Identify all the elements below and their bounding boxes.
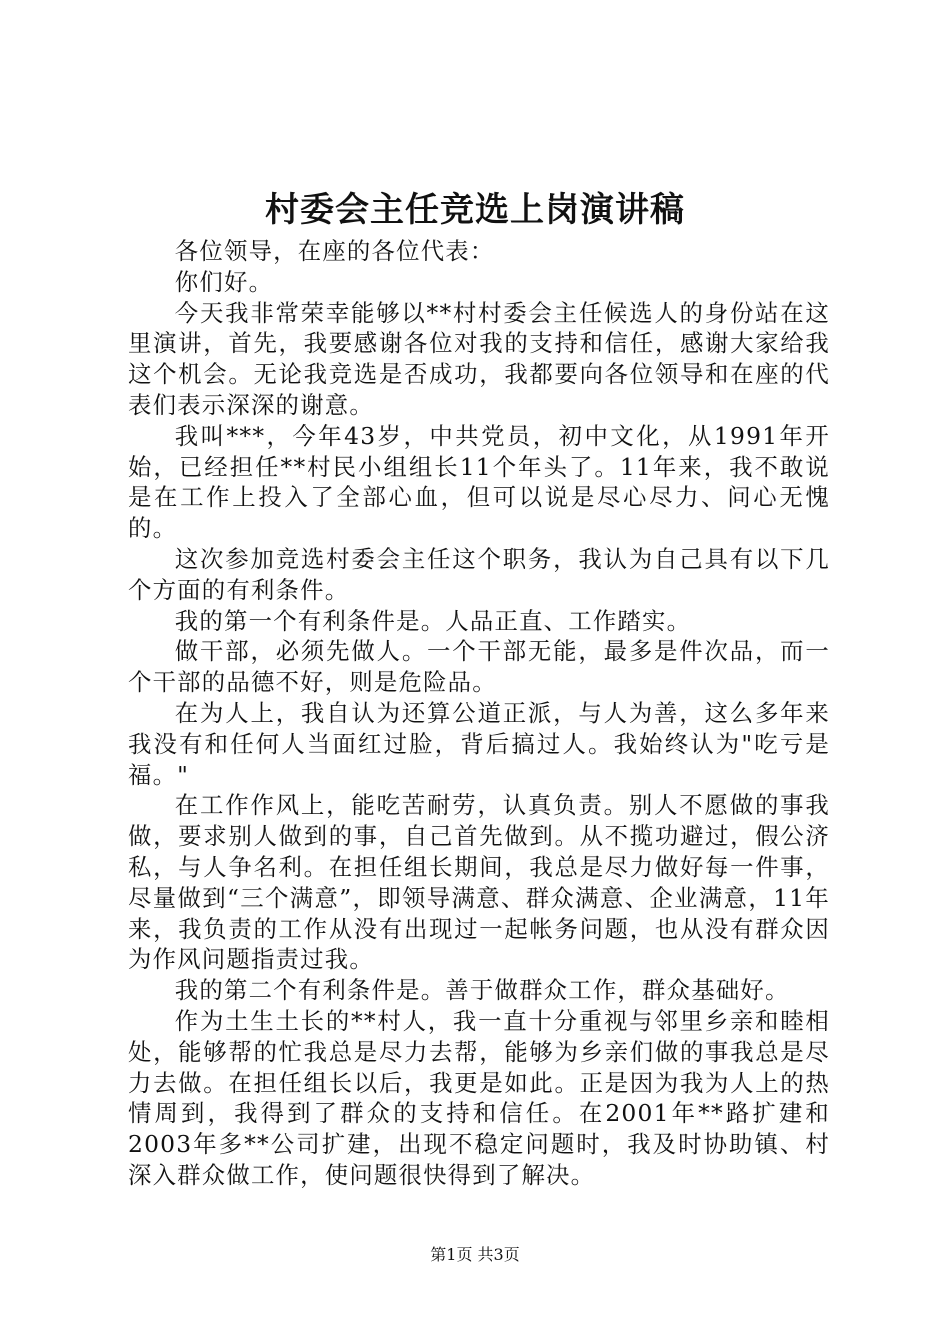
paragraph-be-a-person: 做干部，必须先做人。一个干部无能，最多是件次品，而一个干部的品德不好，则是危险品。: [128, 637, 830, 697]
paragraph-character: 在为人上，我自认为还算公道正派，与人为善，这么多年来我没有和任何人当面红过脸，背后搞过人。我始终认为"吃亏是福。": [128, 698, 830, 789]
paragraph-advantages-intro: 这次参加竞选村委会主任这个职务，我认为自己具有以下几个方面的有利条件。: [128, 544, 830, 604]
paragraph-first-advantage: 我的第一个有利条件是。人品正直、工作踏实。: [174, 606, 692, 635]
document-title: 村委会主任竞选上岗演讲稿: [265, 190, 685, 230]
paragraph-self-introduction: 我叫***，今年43岁，中共党员，初中文化，从1991年开始，已经担任**村民小组组长11个年头了。11年来，我不敢说是在工作上投入了全部心血，但可以说是尽心尽力、问心无愧的。: [128, 421, 830, 543]
paragraph-greeting: 各位领导，在座的各位代表：: [174, 237, 495, 265]
paragraph-introduction: 今天我非常荣幸能够以**村村委会主任候选人的身份站在这里演讲，首先，我要感谢各位对我的支持和信任，感谢大家给我这个机会。无论我竞选是否成功，我都要向各位领导和在座的代表们表示深深的谢意。: [128, 298, 830, 419]
paragraph-hello: 你们好。: [174, 267, 274, 296]
paragraph-community-work: 作为土生土长的**村人，我一直十分重视与邻里乡亲和睦相处，能够帮的忙我总是尽力去帮，能够为乡亲们做的事我总是尽力去做。在担任组长以后，我更是如此。正是因为我为人上的热情周到，我得到了群众的支持和信任。在2001年**路扩建和2003年多**公司扩建，出现不稳定问题时，我及时协助镇、村深入群众做工作，使问题很快得到了解决。: [128, 1006, 830, 1189]
paragraph-second-advantage: 我的第二个有利条件是。善于做群众工作，群众基础好。: [174, 976, 790, 1005]
document-body: [128, 236, 830, 1191]
page-number-footer: 第1页 共3页: [430, 1245, 520, 1264]
paragraph-work-style: 在工作作风上，能吃苦耐劳，认真负责。别人不愿做的事我做，要求别人做到的事，自己首先做到。从不揽功避过，假公济私，与人争名利。在担任组长期间，我总是尽力做好每一件事，尽量做到“三个满意”，即领导满意、群众满意、企业满意，11年来，我负责的工作从没有出现过一起帐务问题，也从没有群众因为作风问题指责过我。: [128, 791, 830, 974]
